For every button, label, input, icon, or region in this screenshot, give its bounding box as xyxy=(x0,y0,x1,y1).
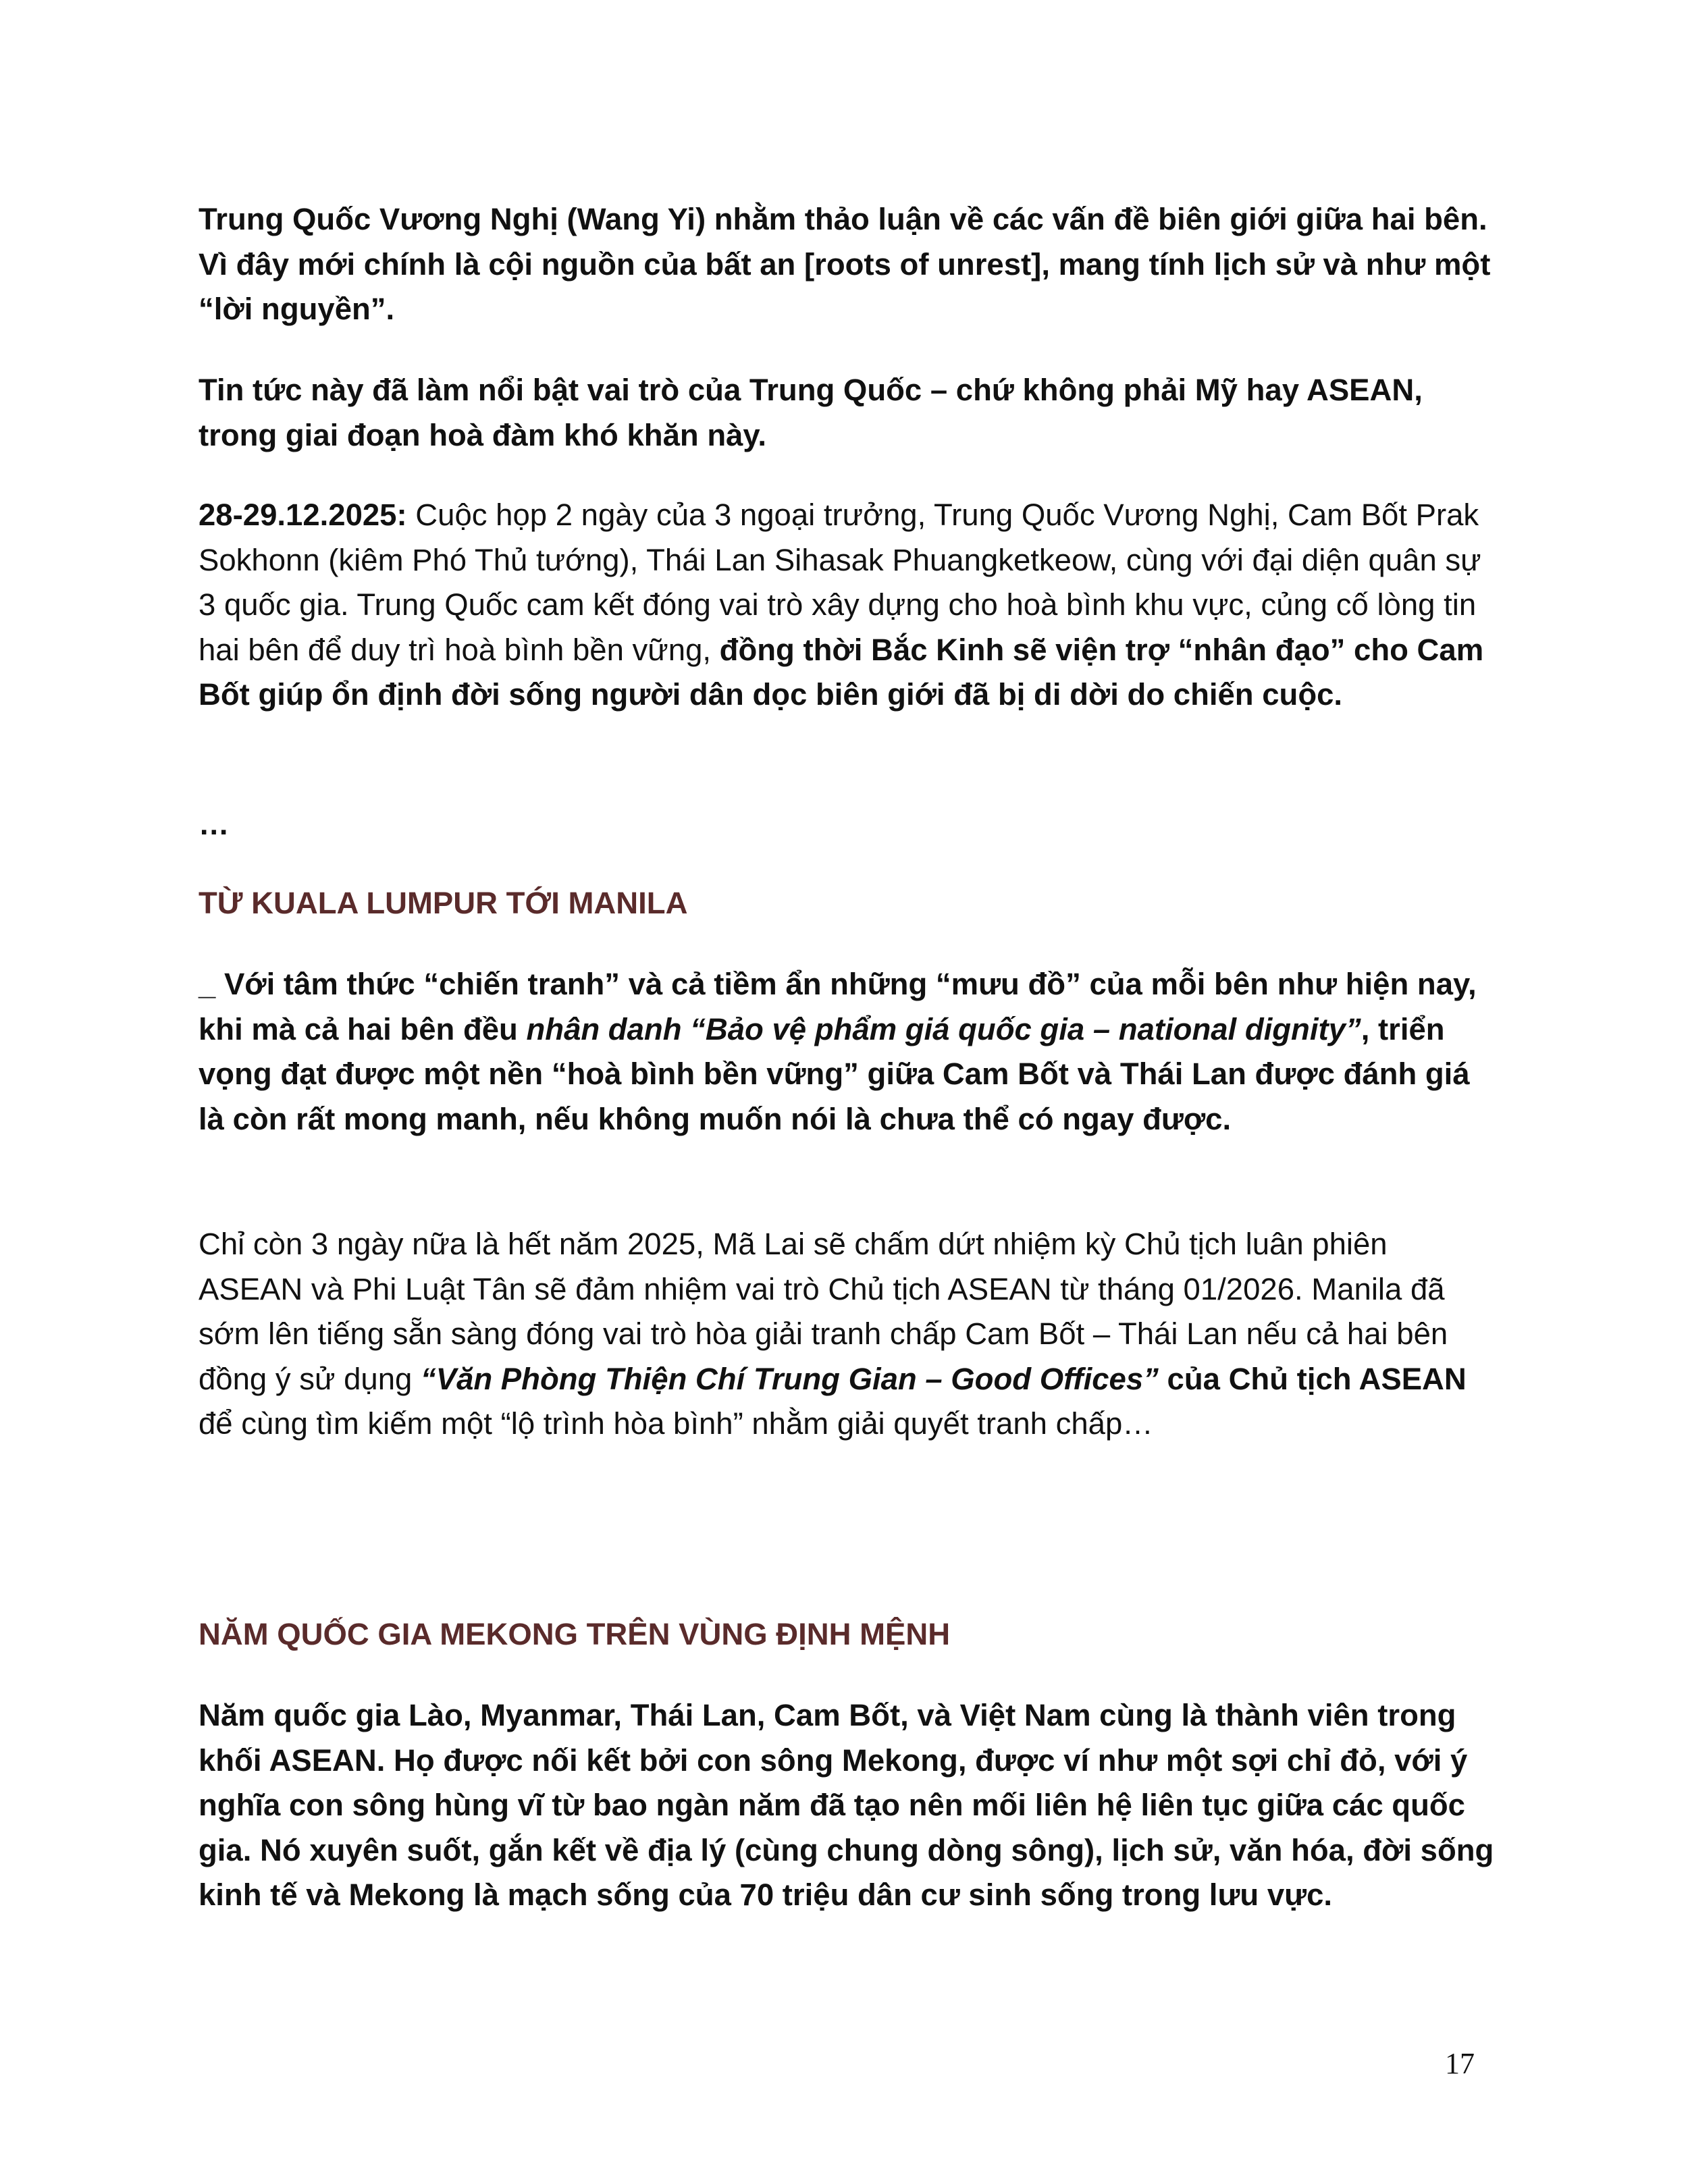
paragraph-meeting-dec-28 xyxy=(199,493,1495,718)
good-offices-text: “Văn Phòng Thiện Chí Trung Gian – Good Offices” xyxy=(420,1361,1159,1396)
page-number: 17 xyxy=(1445,2047,1475,2080)
meeting-text: Cuộc họp 2 ngày của 3 ngoại trưởng, Trung Quốc Vương Nghị, Cam Bốt Prak Sokhonn (kiêm Phó Thủ tướng), Thái Lan Sihasak Phuangketkeow, cùng với đại diện quân sự 3 quốc gia. Trung Quốc cam kết đóng vai trò xây dựng cho hoà bình khu vực, củng cố lòng tin hai bên để duy trì hoà bình bền vững, xyxy=(199,498,1481,667)
section-heading-mekong-nations: NĂM QUỐC GIA MEKONG TRÊN VÙNG ĐỊNH MỆNH xyxy=(199,1617,951,1651)
paragraph-mekong: Năm quốc gia Lào, Myanmar, Thái Lan, Cam Bốt, và Việt Nam cùng là thành viên trong khối ASEAN. Họ được nối kết bởi con sông Mekong, được ví như một sợi chỉ đỏ, với ý nghĩa con sông hùng vĩ từ bao ngàn năm đã tạo nên mối liên hệ liên tục giữa các quốc gia. Nó xuyên suốt, gắn kết về địa lý (cùng chung dòng sông), lịch sử, văn hóa, đời sống kinh tế và Mekong là mạch sống của 70 triệu dân cư sinh sống trong lưu vực. xyxy=(199,1698,1494,1912)
asean-chair-text-b: để cùng tìm kiếm một “lộ trình hòa bình” nhằm giải quyết tranh chấp… xyxy=(199,1406,1153,1441)
meeting-date: 28-29.12.2025: xyxy=(199,498,407,532)
paragraph-asean-chair xyxy=(199,1222,1495,1447)
paragraph-wang-yi: Trung Quốc Vương Nghị (Wang Yi) nhằm thảo luận về các vấn đề biên giới giữa hai bên. Vì đây mới chính là cội nguồn của bất an [roots of unrest], mang tính lịch sử và như một “lời nguyền”. xyxy=(199,202,1491,326)
asean-chair-bold-text: của Chủ tịch ASEAN xyxy=(1158,1361,1467,1396)
meeting-aid-text: đồng thời Bắc Kinh sẽ viện trợ “nhân đạo” cho Cam Bốt giúp ổn định đời sống người dân dọc biên giới đã bị di dời do chiến cuộc. xyxy=(199,632,1484,712)
war-mindset-text-a: _ Với tâm thức “chiến tranh” và cả tiềm ẩn những “mưu đồ” của mỗi bên như hiện nay, khi mà cả hai bên đều xyxy=(199,967,1477,1046)
asean-chair-text-a: Chỉ còn 3 ngày nữa là hết năm 2025, Mã Lai sẽ chấm dứt nhiệm kỳ Chủ tịch luân phiên ASEAN và Phi Luật Tân sẽ đảm nhiệm vai trò Chủ tịch ASEAN từ tháng 01/2026. Manila đã sớm lên tiếng sẵn sàng đóng vai trò hòa giải tranh chấp Cam Bốt – Thái Lan nếu cả hai bên đồng ý sử dụng xyxy=(199,1227,1448,1396)
ellipsis: … xyxy=(199,807,230,841)
national-dignity-text: nhân danh “Bảo vệ phẩm giá quốc gia – national dignity” xyxy=(526,1011,1361,1046)
paragraph-china-role: Tin tức này đã làm nổi bật vai trò của Trung Quốc – chứ không phải Mỹ hay ASEAN, trong giai đoạn hoà đàm khó khăn này. xyxy=(199,373,1423,452)
war-mindset-text-b: , triển vọng đạt được một nền “hoà bình bền vững” giữa Cam Bốt và Thái Lan được đánh giá là còn rất mong manh, nếu không muốn nói là chưa thể có ngay được. xyxy=(199,1011,1470,1136)
section-heading-kuala-lumpur-manila: TỪ KUALA LUMPUR TỚI MANILA xyxy=(199,886,688,920)
paragraph-war-mindset xyxy=(199,962,1495,1142)
